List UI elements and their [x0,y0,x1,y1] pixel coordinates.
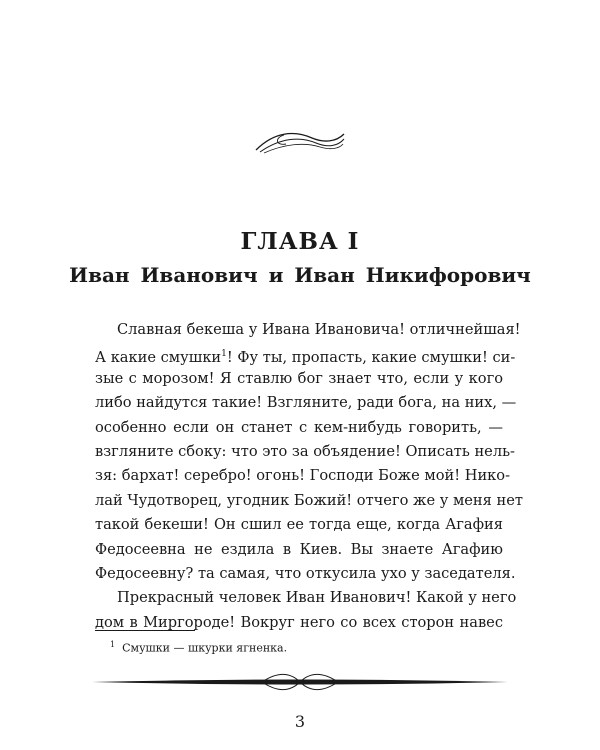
text-line: Славная бекеша у Ивана Ивановича! отличнейшая! [117,321,521,338]
text-line: дом в Миргороде! Вокруг него со всех сторон навес [95,613,503,631]
text-line: Прекрасный человек Иван Иванович! Какой у него [117,589,517,607]
text-line: взгляните сбоку: что это за объядение! Описать нель- [95,442,515,460]
text-line: зя: бархат! серебро! огонь! Господи Боже мой! Нико- [95,467,511,485]
text-line: лай Чудотворец, угодник Божий! отчего же у меня нет [95,491,523,509]
footnote [110,638,287,656]
text-line: либо найдутся такие! Взгляните, ради бога, на них, — [95,394,517,412]
footnote-divider [95,630,195,631]
chapter-subtitle: Иван Иванович и Иван Никифорович [69,263,531,287]
text-line: особенно если он станет с кем-нибудь говорить, — [95,418,503,436]
flourish-ornament-icon [254,126,346,156]
text-line: такой бекеши! Он сшил ее тогда еще, когда Агафия [95,516,503,534]
body-text [95,318,523,635]
footnote-number: 1 [110,640,116,649]
footnote-reference: 1 [221,349,227,360]
chapter-title: ГЛАВА I [240,228,360,255]
text-line: зые с морозом! Я ставлю бог знает что, если у кого [95,369,503,387]
text-line: Федосеевну? та самая, что откусила ухо у заседателя. [95,564,516,582]
text-line: А какие смушки$^1$! Фу ты, пропасть, какие смушки! си- [95,349,516,367]
decorative-rule-icon [92,670,508,694]
page-number: 3 [294,712,306,731]
text-line: Федосеевна не ездила в Киев. Вы знаете Агафию [95,540,503,558]
footnote-text: Смушки — шкурки ягненка. [122,641,288,655]
